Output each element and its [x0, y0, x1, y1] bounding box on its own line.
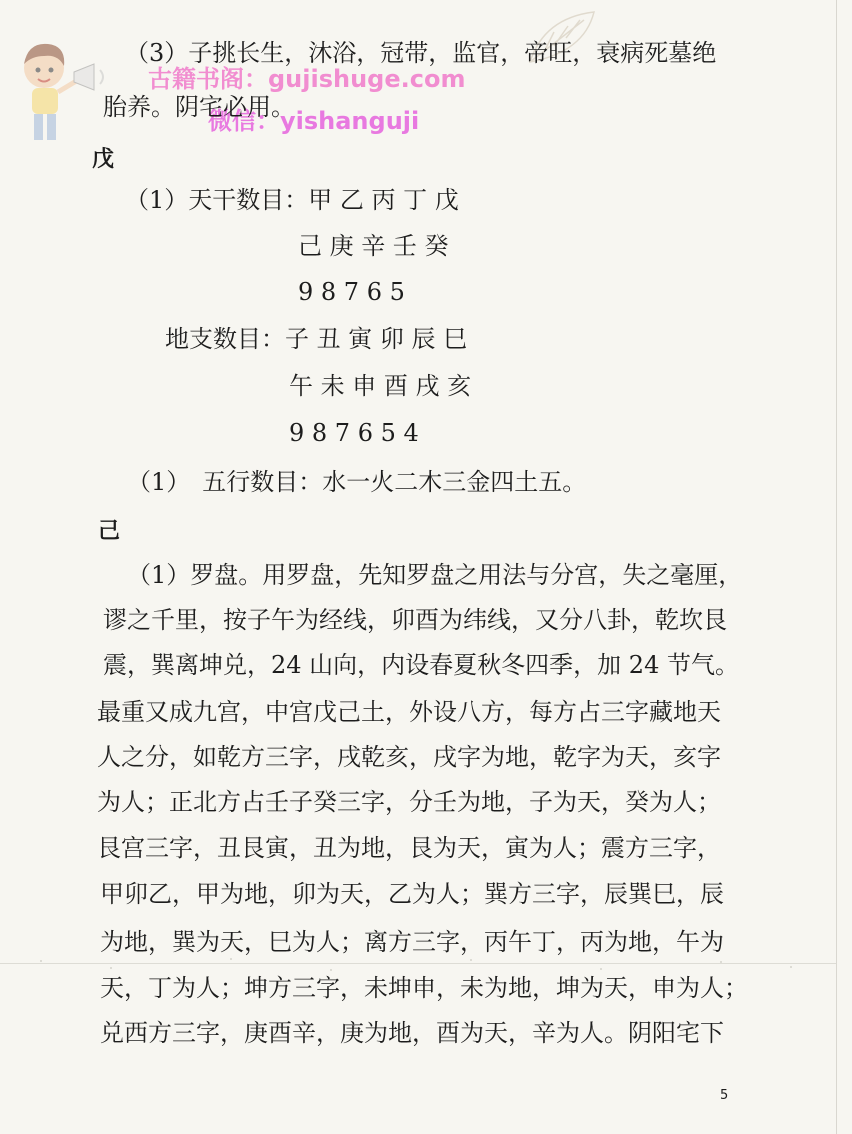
text-line: 谬之千里，按子午为经线，卯酉为纬线，又分八卦，乾坎艮 — [103, 606, 727, 634]
text-line: 为地，巽为天，巳为人；离方三字，丙午丁，丙为地，午为 — [100, 928, 724, 956]
watermark-mascot-icon — [8, 34, 108, 154]
text-line: 天，丁为人；坤方三字，未坤申，未为地，坤为天，申为人； — [100, 974, 748, 1002]
text-line: （3）子挑长生，沐浴，冠带，监官，帝旺，衰病死墓绝 — [125, 39, 717, 67]
text-line: 甲卯乙，甲为地，卯为天，乙为人；巽方三字，辰巽巳，辰 — [100, 880, 724, 908]
text-line: 最重又成九宫，中宫戊己土，外设八方，每方占三字藏地天 — [97, 698, 721, 726]
page-edge — [836, 0, 837, 1134]
text-line: 地支数目：子 丑 寅 卯 辰 巳 — [165, 325, 468, 353]
watermark-site: 古籍书阁：gujishuge.com — [148, 65, 466, 93]
text-line: 兑西方三字，庚酉辛，庚为地，酉为天，辛为人。阴阳宅下 — [100, 1019, 724, 1047]
text-line: 午 未 申 酉 戌 亥 — [289, 372, 472, 400]
text-line: （1）罗盘。用罗盘，先知罗盘之用法与分宫，失之毫厘， — [127, 561, 743, 589]
section-heading: 戊 — [92, 146, 115, 172]
text-line: 胎养。阴宅必用。 — [103, 93, 295, 121]
text-line: 震，巽离坤兑，24 山向，内设春夏秋冬四季，加 24 节气。 — [103, 651, 739, 679]
text-line: 艮宫三字，丑艮寅，丑为地，艮为天，寅为人；震方三字， — [97, 834, 721, 862]
text-line: （1） 五行数目：水一火二木三金四土五。 — [127, 468, 587, 496]
page-number: 5 — [720, 1088, 729, 1103]
text-line: （1）天干数目：甲 乙 丙 丁 戊 — [125, 186, 459, 214]
text-line: 9 8 7 6 5 — [298, 278, 405, 306]
text-line: 为人；正北方占壬子癸三字，分壬为地，子为天，癸为人； — [97, 788, 721, 816]
section-heading: 己 — [98, 518, 121, 544]
text-line: 己 庚 辛 壬 癸 — [298, 232, 449, 260]
text-line: 人之分，如乾方三字，戌乾亥，戌字为地，乾字为天，亥字 — [97, 743, 721, 771]
text-line: 9 8 7 6 5 4 — [289, 419, 419, 447]
watermark-wechat: 微信：yishanguji — [208, 107, 420, 135]
